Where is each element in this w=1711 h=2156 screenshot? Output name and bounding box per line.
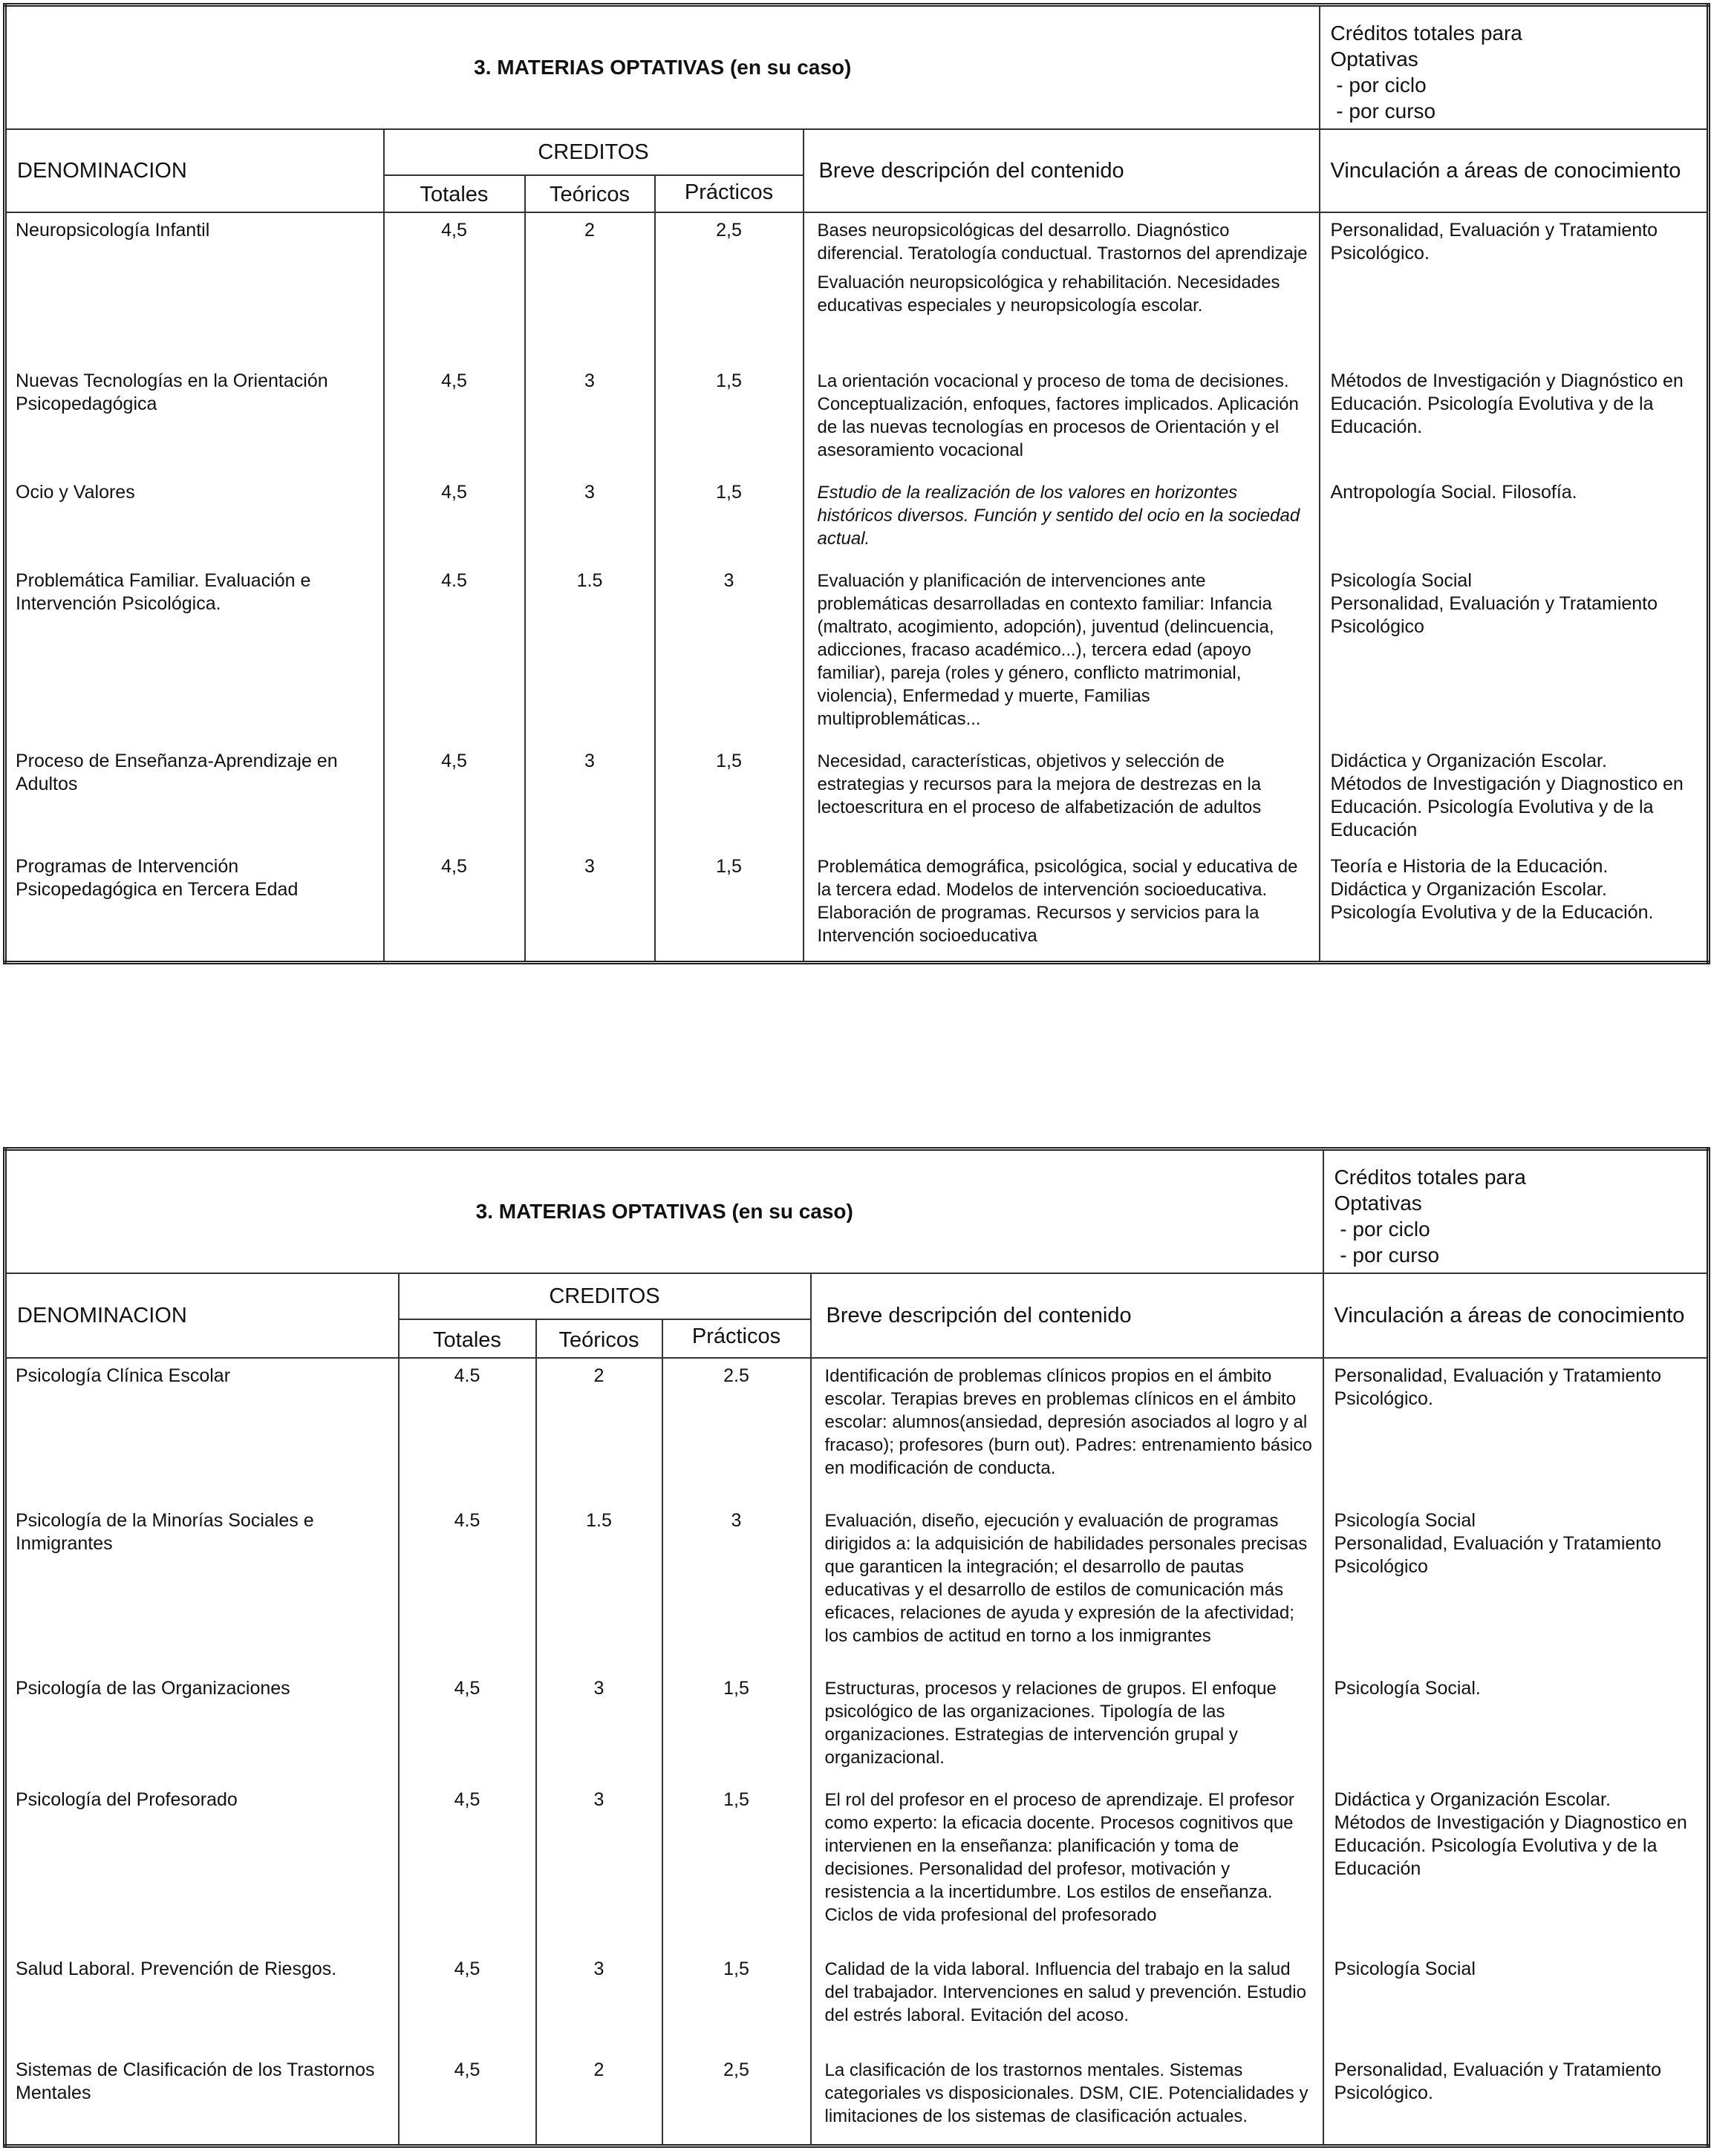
credits-totales: 4,5 [384,849,525,963]
subject-description [811,1671,1323,1783]
table-row [5,1952,1709,2053]
credits-practicos: 2,5 [655,212,804,364]
credits-teoricos: 3 [525,475,655,564]
knowledge-area: Psicología Social [1323,1952,1709,2053]
subject-description [804,849,1320,963]
credits-practicos: 1,5 [655,849,804,963]
credits-totales: 4,5 [384,212,525,364]
description-paragraph: El rol del profesor en el proceso de aprendizaje. El profesor como experto: la eficacia docente. Procesos cognitivos que intervienen en la enseñanza: planificación y toma de decisiones. Personalidad del profesor, motivación y resistencia a la incertidumbre. Los estilos de enseñanza. Ciclos de vida profesional del profesorado [824,1790,1294,1925]
description-paragraph: Evaluación, diseño, ejecución y evaluación de programas dirigidos a: la adquisición de habilidades personales precisas que garanticen la integración; el desarrollo de pautas educativas y el desarrollo de estilos de comunicación más eficaces, relaciones de ayuda y expresión de la afectividad; los cambios de actitud en torno a los inmigrantes [824,1511,1308,1646]
subject-name: Salud Laboral. Prevención de Riesgos. [5,1952,399,2053]
subject-description [811,1952,1323,2053]
header-practicos: Prácticos [655,175,804,212]
description-paragraph: Estructuras, procesos y relaciones de grupos. El enfoque psicológico de las organizaciones. Tipología de las organizaciones. Estrategias de intervención grupal y organizacional. [824,1679,1277,1768]
credits-practicos: 2.5 [662,1358,811,1503]
table-row [5,212,1709,364]
credits-totales: 4.5 [399,1503,536,1671]
subject-description [804,744,1320,849]
credits-total-line: Optativas [1330,48,1418,71]
subject-name: Proceso de Enseñanza-Aprendizaje en Adultos [5,744,384,849]
description-paragraph: Evaluación neuropsicológica y rehabilitación. Necesidades educativas especiales y neuropsicología escolar. [817,272,1280,316]
credits-teoricos: 3 [525,364,655,475]
description-paragraph: Evaluación y planificación de intervenciones ante problemáticas desarrolladas en contexto familiar: Infancia (maltrato, acogimiento, adopción), juventud (delincuencia, adicciones, fracaso académico...), tercera edad (apoyo familiar), pareja (roles y género, conflicto matrimonial, violencia), Enfermedad y muerte, Familias multiproblemáticas... [817,571,1274,729]
subject-description [811,1503,1323,1671]
knowledge-area: Antropología Social. Filosofía. [1320,475,1709,564]
credits-totales: 4,5 [399,2053,536,2146]
optativas-table-1 [3,3,1710,964]
header-descripcion: Breve descripción del contenido [811,1273,1323,1358]
credits-total-line: - por curso [1334,1244,1440,1267]
knowledge-area: Personalidad, Evaluación y Tratamiento Psicológico. [1320,212,1709,364]
knowledge-area: Personalidad, Evaluación y Tratamiento Psicológico. [1323,2053,1709,2146]
credits-total-line: - por ciclo [1330,74,1427,97]
table-row [5,1783,1709,1952]
credits-teoricos: 3 [536,1671,662,1783]
subject-name: Psicología Clínica Escolar [5,1358,399,1503]
knowledge-area: Psicología Social Personalidad, Evaluación y Tratamiento Psicológico [1320,564,1709,744]
subject-name: Psicología de las Organizaciones [5,1671,399,1783]
credits-totales: 4,5 [384,475,525,564]
knowledge-area: Didáctica y Organización Escolar. Métodos de Investigación y Diagnostico en Educación. Psicología Evolutiva y de la Educación [1323,1783,1709,1952]
header-creditos: CREDITOS [384,129,804,175]
credits-teoricos: 3 [536,1783,662,1952]
table-row [5,1503,1709,1671]
credits-teoricos: 3 [536,1952,662,2053]
description-paragraph: La orientación vocacional y proceso de toma de decisiones. Conceptualización, enfoques, factores implicados. Aplicación de las nuevas tecnologías en procesos de Orientación y el asesoramiento vocacional [817,371,1299,460]
header-practicos: Prácticos [662,1319,811,1358]
description-paragraph: Identificación de problemas clínicos propios en el ámbito escolar. Terapias breves en problemas clínicos en el ámbito escolar: alumnos(ansiedad, depresión asociados al logro y al fracaso); profesores (burn out). Padres: entrenamiento básico en modificación de conducta. [824,1366,1312,1478]
subject-description [811,1783,1323,1952]
header-vinculacion: Vinculación a áreas de conocimiento [1323,1273,1709,1358]
description-paragraph: La clasificación de los trastornos mentales. Sistemas categoriales vs disposicionales. DSM, CIE. Potencialidades y limitaciones de los sistemas de clasificación actuales. [824,2060,1308,2126]
subject-name: Programas de Intervención Psicopedagógica en Tercera Edad [5,849,384,963]
description-paragraph: Necesidad, características, objetivos y selección de estrategias y recursos para la mejora de destrezas en la lectoescritura en el proceso de alfabetización de adultos [817,751,1262,817]
credits-teoricos: 3 [525,744,655,849]
table-row [5,1358,1709,1503]
header-denominacion: DENOMINACION [5,129,384,212]
credits-teoricos: 2 [536,1358,662,1503]
credits-totales: 4,5 [399,1952,536,2053]
credits-practicos: 1,5 [655,744,804,849]
credits-total-line: - por ciclo [1334,1218,1430,1241]
credits-totales: 4.5 [399,1358,536,1503]
credits-teoricos: 3 [525,849,655,963]
subject-name: Neuropsicología Infantil [5,212,384,364]
description-paragraph: Bases neuropsicológicas del desarrollo. Diagnóstico diferencial. Teratología conductual. Trastornos del aprendizaje [817,220,1308,264]
credits-teoricos: 1.5 [525,564,655,744]
table-row [5,475,1709,564]
credits-total-box [1320,5,1709,130]
credits-total-line: Créditos totales para [1334,1166,1526,1189]
credits-totales: 4,5 [399,1671,536,1783]
table-row [5,849,1709,963]
credits-total-line: Créditos totales para [1330,22,1522,45]
description-paragraph: Calidad de la vida laboral. Influencia del trabajo en la salud del trabajador. Intervenciones en salud y prevención. Estudio del estrés laboral. Evitación del acoso. [824,1959,1306,2025]
credits-totales: 4.5 [384,564,525,744]
table-row [5,564,1709,744]
subject-description [804,364,1320,475]
subject-description [804,475,1320,564]
credits-total-box [1323,1149,1709,1274]
knowledge-area: Didáctica y Organización Escolar. Métodos de Investigación y Diagnostico en Educación. Psicología Evolutiva y de la Educación [1320,744,1709,849]
subject-description [804,212,1320,364]
subject-description [811,2053,1323,2146]
credits-teoricos: 2 [536,2053,662,2146]
header-denominacion: DENOMINACION [5,1273,399,1358]
header-descripcion: Breve descripción del contenido [804,129,1320,212]
subject-name: Psicología de la Minorías Sociales e Inmigrantes [5,1503,399,1671]
description-paragraph: Estudio de la realización de los valores en horizontes históricos diversos. Función y sentido del ocio en la sociedad actual. [817,483,1300,549]
table-row [5,744,1709,849]
table-row [5,364,1709,475]
header-creditos: CREDITOS [399,1273,811,1319]
knowledge-area: Personalidad, Evaluación y Tratamiento Psicológico. [1323,1358,1709,1503]
subject-name: Sistemas de Clasificación de los Trastornos Mentales [5,2053,399,2146]
knowledge-area: Psicología Social Personalidad, Evaluación y Tratamiento Psicológico [1323,1503,1709,1671]
knowledge-area: Métodos de Investigación y Diagnóstico en Educación. Psicología Evolutiva y de la Educación. [1320,364,1709,475]
credits-total-line: Optativas [1334,1192,1422,1215]
credits-practicos: 3 [655,564,804,744]
header-teoricos: Teóricos [536,1319,662,1358]
credits-practicos: 2,5 [662,2053,811,2146]
table-row [5,2053,1709,2146]
credits-totales: 4,5 [399,1783,536,1952]
credits-total-line: - por curso [1330,99,1436,122]
subject-description [811,1358,1323,1503]
credits-practicos: 1,5 [655,364,804,475]
optativas-table-2 [3,1147,1710,2148]
credits-totales: 4,5 [384,744,525,849]
table-row [5,1671,1709,1783]
header-totales: Totales [399,1319,536,1358]
header-totales: Totales [384,175,525,212]
credits-practicos: 1,5 [655,475,804,564]
section-title: 3. MATERIAS OPTATIVAS (en su caso) [5,5,1320,130]
credits-teoricos: 1.5 [536,1503,662,1671]
section-title: 3. MATERIAS OPTATIVAS (en su caso) [5,1149,1323,1274]
credits-practicos: 1,5 [662,1671,811,1783]
knowledge-area: Psicología Social. [1323,1671,1709,1783]
credits-totales: 4,5 [384,364,525,475]
knowledge-area: Teoría e Historia de la Educación. Didáctica y Organización Escolar. Psicología Evolutiva y de la Educación. [1320,849,1709,963]
description-paragraph: Problemática demográfica, psicológica, social y educativa de la tercera edad. Modelos de intervención socioeducativa. Elaboración de programas. Recursos y servicios para la Intervención socioeducativa [817,857,1298,946]
credits-practicos: 1,5 [662,1783,811,1952]
credits-teoricos: 2 [525,212,655,364]
credits-practicos: 1,5 [662,1952,811,2053]
subject-name: Psicología del Profesorado [5,1783,399,1952]
subject-description [804,564,1320,744]
subject-name: Nuevas Tecnologías en la Orientación Psicopedagógica [5,364,384,475]
subject-name: Problemática Familiar. Evaluación e Intervención Psicológica. [5,564,384,744]
header-teoricos: Teóricos [525,175,655,212]
header-vinculacion: Vinculación a áreas de conocimiento [1320,129,1709,212]
credits-practicos: 3 [662,1503,811,1671]
subject-name: Ocio y Valores [5,475,384,564]
